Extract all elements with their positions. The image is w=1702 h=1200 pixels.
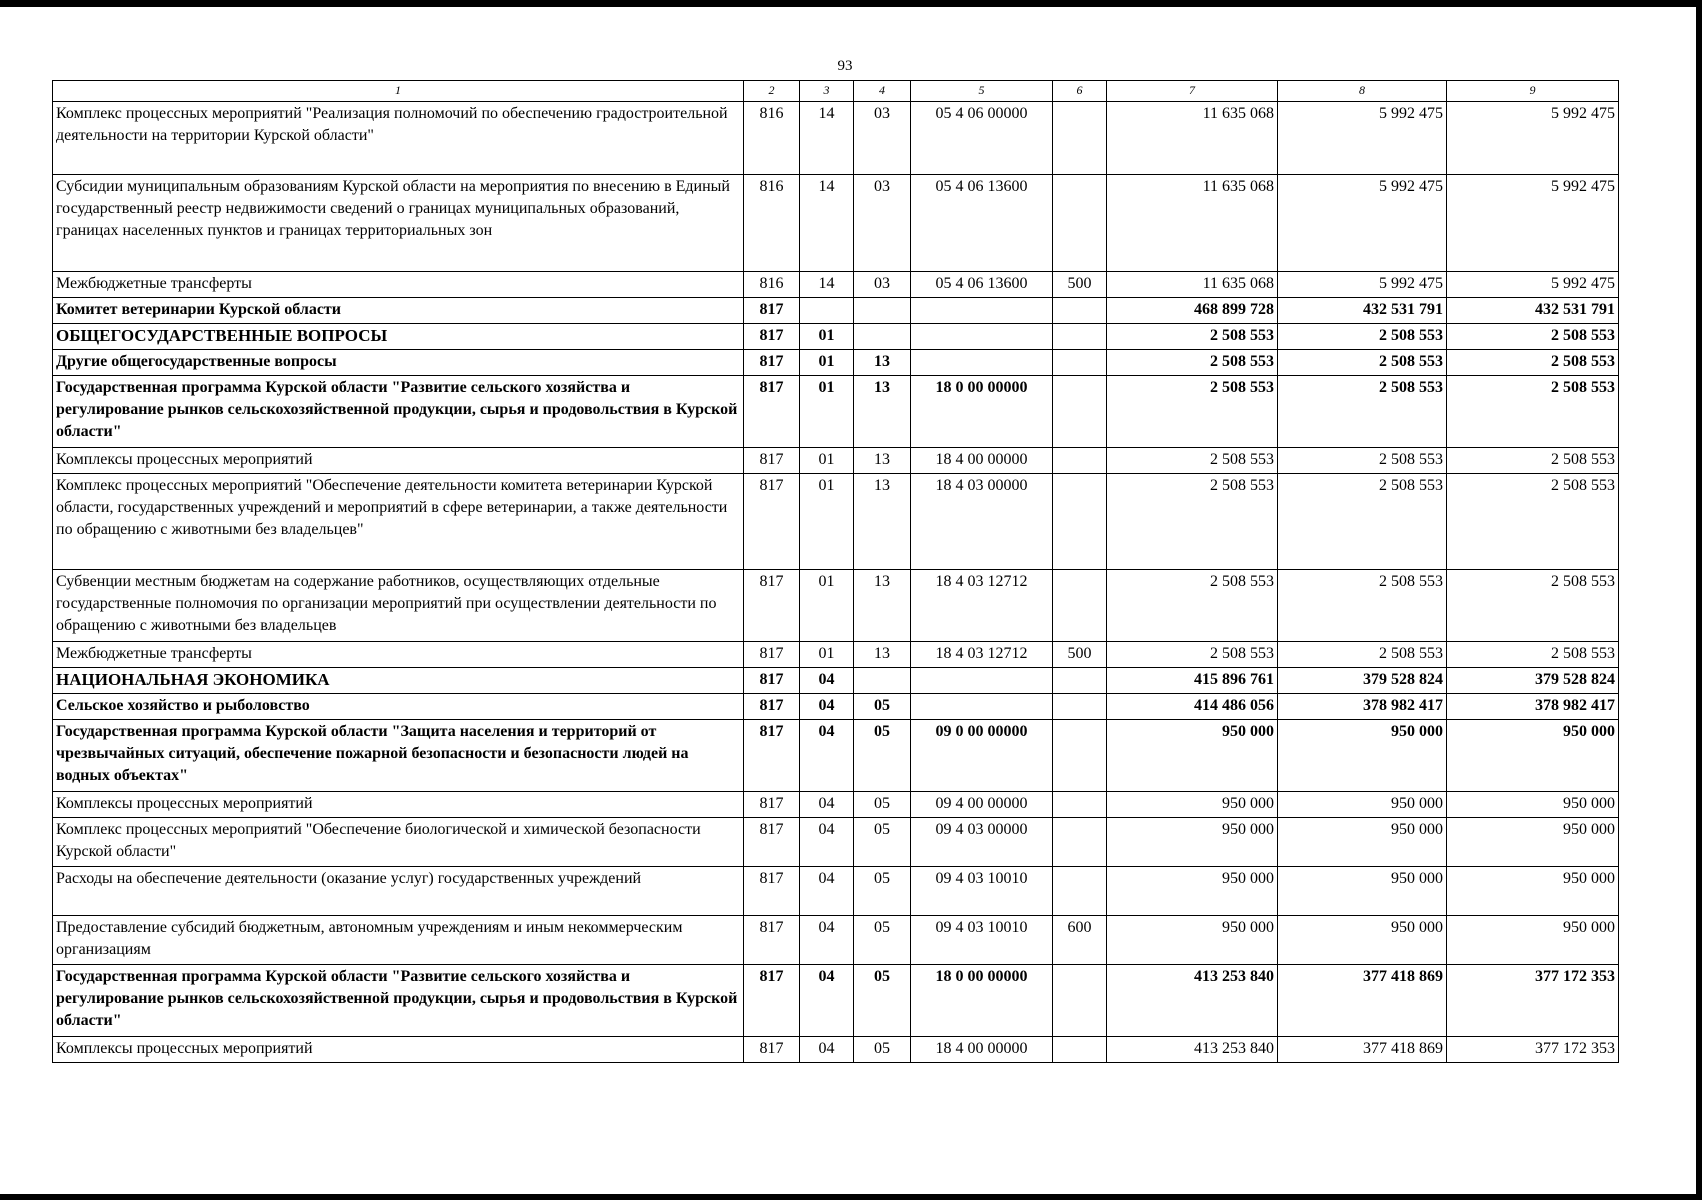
cell-subsection-code: 05 [854,867,911,916]
cell-amount-col8: 950 000 [1278,792,1447,818]
cell-ministry-code: 817 [744,1037,800,1063]
column-header: 4 [854,81,911,102]
cell-section-code: 04 [800,1037,854,1063]
table-row [53,916,1619,965]
cell-subsection-code: 03 [854,102,911,175]
cell-subsection-code: 03 [854,175,911,272]
cell-amount-col8: 5 992 475 [1278,175,1447,272]
cell-subsection-code: 05 [854,792,911,818]
cell-amount-col7: 468 899 728 [1107,298,1278,324]
cell-target-article: 18 0 00 00000 [911,376,1053,448]
cell-section-code: 04 [800,694,854,720]
cell-section-code: 04 [800,792,854,818]
cell-ministry-code: 817 [744,965,800,1037]
cell-section-code: 04 [800,916,854,965]
cell-section-code: 01 [800,474,854,570]
cell-amount-col9: 378 982 417 [1447,694,1619,720]
cell-amount-col7: 11 635 068 [1107,272,1278,298]
cell-section-code: 01 [800,642,854,668]
cell-target-article [911,324,1053,350]
cell-subsection-code: 13 [854,474,911,570]
cell-amount-col9: 2 508 553 [1447,570,1619,642]
cell-expense-type [1053,474,1107,570]
scan-edge-right [1696,0,1702,1200]
cell-subsection-code: 13 [854,570,911,642]
column-header: 8 [1278,81,1447,102]
cell-section-code: 04 [800,668,854,694]
cell-subsection-code: 13 [854,448,911,474]
cell-name: Государственная программа Курской области "Развитие сельского хозяйства и регулирование рынков сельскохозяйственной продукции, сырья и продовольствия в Курской области" [53,965,744,1037]
cell-subsection-code: 05 [854,916,911,965]
cell-target-article [911,668,1053,694]
cell-section-code: 14 [800,102,854,175]
cell-name: Сельское хозяйство и рыболовство [53,694,744,720]
cell-subsection-code: 05 [854,694,911,720]
cell-amount-col8: 950 000 [1278,818,1447,867]
cell-amount-col8: 2 508 553 [1278,324,1447,350]
cell-amount-col8: 377 418 869 [1278,965,1447,1037]
page-number: 93 [837,58,853,74]
cell-target-article [911,350,1053,376]
cell-subsection-code: 03 [854,272,911,298]
cell-section-code: 01 [800,570,854,642]
cell-expense-type [1053,720,1107,792]
cell-name: Субвенции местным бюджетам на содержание работников, осуществляющих отдельные государственные полномочия по организации мероприятий при осуществлении деятельности по обращению с животными без владельцев [53,570,744,642]
cell-target-article: 09 4 03 10010 [911,916,1053,965]
cell-amount-col7: 415 896 761 [1107,668,1278,694]
cell-amount-col9: 950 000 [1447,720,1619,792]
cell-amount-col9: 2 508 553 [1447,350,1619,376]
cell-ministry-code: 816 [744,102,800,175]
table-row [53,867,1619,916]
cell-amount-col9: 5 992 475 [1447,175,1619,272]
cell-ministry-code: 817 [744,448,800,474]
column-header: 3 [800,81,854,102]
cell-section-code: 01 [800,350,854,376]
cell-name: Государственная программа Курской области "Развитие сельского хозяйства и регулирование рынков сельскохозяйственной продукции, сырья и продовольствия в Курской области" [53,376,744,448]
cell-amount-col7: 11 635 068 [1107,102,1278,175]
cell-name: НАЦИОНАЛЬНАЯ ЭКОНОМИКА [53,668,744,694]
cell-expense-type [1053,965,1107,1037]
cell-ministry-code: 817 [744,668,800,694]
cell-expense-type [1053,448,1107,474]
table-row [53,350,1619,376]
cell-subsection-code: 05 [854,965,911,1037]
cell-expense-type [1053,668,1107,694]
cell-amount-col8: 378 982 417 [1278,694,1447,720]
cell-amount-col7: 413 253 840 [1107,965,1278,1037]
cell-name: Другие общегосударственные вопросы [53,350,744,376]
cell-target-article: 18 0 00 00000 [911,965,1053,1037]
column-header: 1 [53,81,744,102]
table-row [53,272,1619,298]
cell-amount-col7: 2 508 553 [1107,324,1278,350]
table-row [53,720,1619,792]
cell-section-code: 14 [800,272,854,298]
cell-target-article [911,298,1053,324]
table-row [53,818,1619,867]
cell-amount-col8: 950 000 [1278,916,1447,965]
cell-section-code: 14 [800,175,854,272]
cell-expense-type: 500 [1053,642,1107,668]
cell-ministry-code: 817 [744,570,800,642]
cell-ministry-code: 816 [744,175,800,272]
cell-ministry-code: 817 [744,376,800,448]
cell-expense-type [1053,324,1107,350]
cell-amount-col7: 2 508 553 [1107,448,1278,474]
cell-ministry-code: 817 [744,474,800,570]
cell-expense-type [1053,867,1107,916]
cell-name: Комитет ветеринарии Курской области [53,298,744,324]
cell-subsection-code: 13 [854,350,911,376]
cell-target-article: 18 4 03 00000 [911,474,1053,570]
cell-target-article: 18 4 00 00000 [911,1037,1053,1063]
cell-target-article: 18 4 03 12712 [911,642,1053,668]
cell-amount-col7: 950 000 [1107,818,1278,867]
table-row [53,324,1619,350]
cell-section-code: 04 [800,818,854,867]
table-row [53,102,1619,175]
cell-expense-type [1053,792,1107,818]
cell-amount-col9: 379 528 824 [1447,668,1619,694]
cell-subsection-code: 05 [854,720,911,792]
column-number-header [53,81,1619,102]
cell-ministry-code: 816 [744,272,800,298]
cell-target-article: 05 4 06 13600 [911,272,1053,298]
cell-name: Предоставление субсидий бюджетным, автономным учреждениям и иным некоммерческим организациям [53,916,744,965]
cell-amount-col7: 413 253 840 [1107,1037,1278,1063]
cell-amount-col8: 2 508 553 [1278,474,1447,570]
cell-ministry-code: 817 [744,298,800,324]
cell-amount-col7: 950 000 [1107,867,1278,916]
cell-amount-col8: 379 528 824 [1278,668,1447,694]
cell-amount-col7: 950 000 [1107,720,1278,792]
cell-amount-col9: 377 172 353 [1447,1037,1619,1063]
cell-amount-col9: 950 000 [1447,867,1619,916]
cell-target-article: 05 4 06 13600 [911,175,1053,272]
cell-name: ОБЩЕГОСУДАРСТВЕННЫЕ ВОПРОСЫ [53,324,744,350]
cell-amount-col7: 2 508 553 [1107,350,1278,376]
cell-amount-col9: 950 000 [1447,792,1619,818]
cell-name: Межбюджетные трансферты [53,642,744,668]
cell-amount-col7: 2 508 553 [1107,570,1278,642]
cell-target-article: 05 4 06 00000 [911,102,1053,175]
cell-amount-col8: 2 508 553 [1278,448,1447,474]
cell-expense-type [1053,818,1107,867]
cell-subsection-code: 13 [854,376,911,448]
cell-amount-col8: 2 508 553 [1278,376,1447,448]
budget-table [52,80,1619,1063]
cell-amount-col9: 377 172 353 [1447,965,1619,1037]
column-header: 6 [1053,81,1107,102]
cell-target-article: 09 4 03 00000 [911,818,1053,867]
cell-expense-type: 500 [1053,272,1107,298]
cell-section-code: 01 [800,376,854,448]
cell-amount-col8: 2 508 553 [1278,350,1447,376]
cell-section-code: 01 [800,448,854,474]
cell-amount-col7: 2 508 553 [1107,474,1278,570]
cell-section-code [800,298,854,324]
cell-expense-type [1053,1037,1107,1063]
cell-amount-col8: 5 992 475 [1278,102,1447,175]
cell-amount-col8: 377 418 869 [1278,1037,1447,1063]
cell-ministry-code: 817 [744,694,800,720]
cell-subsection-code [854,668,911,694]
cell-expense-type [1053,570,1107,642]
cell-expense-type [1053,298,1107,324]
column-header: 7 [1107,81,1278,102]
cell-target-article [911,694,1053,720]
cell-amount-col7: 2 508 553 [1107,642,1278,668]
cell-amount-col8: 5 992 475 [1278,272,1447,298]
table-row [53,642,1619,668]
cell-expense-type [1053,694,1107,720]
cell-target-article: 09 0 00 00000 [911,720,1053,792]
cell-name: Государственная программа Курской области "Защита населения и территорий от чрезвычайных ситуаций, обеспечение пожарной безопасности и безопасности людей на водных объектах" [53,720,744,792]
column-header: 2 [744,81,800,102]
table-row [53,175,1619,272]
cell-amount-col7: 950 000 [1107,792,1278,818]
table-row [53,668,1619,694]
table-body [53,102,1619,1063]
cell-section-code: 01 [800,324,854,350]
cell-amount-col7: 414 486 056 [1107,694,1278,720]
cell-ministry-code: 817 [744,818,800,867]
cell-expense-type: 600 [1053,916,1107,965]
scan-edge-bottom [0,1194,1702,1200]
cell-subsection-code: 05 [854,818,911,867]
cell-amount-col7: 11 635 068 [1107,175,1278,272]
cell-subsection-code: 13 [854,642,911,668]
cell-amount-col8: 950 000 [1278,867,1447,916]
table-row [53,965,1619,1037]
cell-ministry-code: 817 [744,720,800,792]
cell-amount-col9: 5 992 475 [1447,272,1619,298]
cell-name: Комплексы процессных мероприятий [53,448,744,474]
scan-edge-top [0,0,1702,7]
cell-expense-type [1053,376,1107,448]
cell-name: Межбюджетные трансферты [53,272,744,298]
cell-target-article: 18 4 03 12712 [911,570,1053,642]
table-row [53,570,1619,642]
cell-subsection-code [854,324,911,350]
cell-ministry-code: 817 [744,792,800,818]
cell-target-article: 09 4 00 00000 [911,792,1053,818]
cell-target-article: 18 4 00 00000 [911,448,1053,474]
cell-ministry-code: 817 [744,642,800,668]
cell-ministry-code: 817 [744,867,800,916]
cell-amount-col9: 950 000 [1447,818,1619,867]
cell-expense-type [1053,102,1107,175]
cell-ministry-code: 817 [744,324,800,350]
cell-amount-col9: 432 531 791 [1447,298,1619,324]
cell-name: Комплекс процессных мероприятий "Обеспечение биологической и химической безопасности Курской области" [53,818,744,867]
cell-name: Субсидии муниципальным образованиям Курской области на мероприятия по внесению в Единый государственный реестр недвижимости сведений о границах муниципальных образований, границах населенных пунктов и границах территориальных зон [53,175,744,272]
column-header: 9 [1447,81,1619,102]
cell-amount-col9: 2 508 553 [1447,474,1619,570]
cell-target-article: 09 4 03 10010 [911,867,1053,916]
table-row [53,376,1619,448]
cell-ministry-code: 817 [744,916,800,965]
cell-section-code: 04 [800,867,854,916]
table-row [53,298,1619,324]
cell-section-code: 04 [800,965,854,1037]
table-row [53,1037,1619,1063]
cell-ministry-code: 817 [744,350,800,376]
column-header: 5 [911,81,1053,102]
cell-amount-col9: 2 508 553 [1447,324,1619,350]
table-row [53,474,1619,570]
cell-name: Комплекс процессных мероприятий "Реализация полномочий по обеспечению градостроительной деятельности на территории Курской области" [53,102,744,175]
cell-name: Комплексы процессных мероприятий [53,792,744,818]
cell-amount-col9: 2 508 553 [1447,376,1619,448]
cell-name: Расходы на обеспечение деятельности (оказание услуг) государственных учреждений [53,867,744,916]
cell-amount-col8: 2 508 553 [1278,642,1447,668]
cell-amount-col9: 2 508 553 [1447,642,1619,668]
cell-expense-type [1053,175,1107,272]
cell-subsection-code: 05 [854,1037,911,1063]
table-row [53,448,1619,474]
table-row [53,792,1619,818]
cell-name: Комплексы процессных мероприятий [53,1037,744,1063]
cell-name: Комплекс процессных мероприятий "Обеспечение деятельности комитета ветеринарии Курской области, государственных учреждений и мероприятий в сфере ветеринарии, а также деятельности по обращению с животными без владельцев" [53,474,744,570]
cell-section-code: 04 [800,720,854,792]
cell-amount-col9: 5 992 475 [1447,102,1619,175]
cell-amount-col8: 432 531 791 [1278,298,1447,324]
cell-amount-col9: 2 508 553 [1447,448,1619,474]
cell-amount-col9: 950 000 [1447,916,1619,965]
table-row [53,694,1619,720]
cell-subsection-code [854,298,911,324]
cell-amount-col7: 950 000 [1107,916,1278,965]
cell-expense-type [1053,350,1107,376]
cell-amount-col8: 2 508 553 [1278,570,1447,642]
cell-amount-col7: 2 508 553 [1107,376,1278,448]
cell-amount-col8: 950 000 [1278,720,1447,792]
